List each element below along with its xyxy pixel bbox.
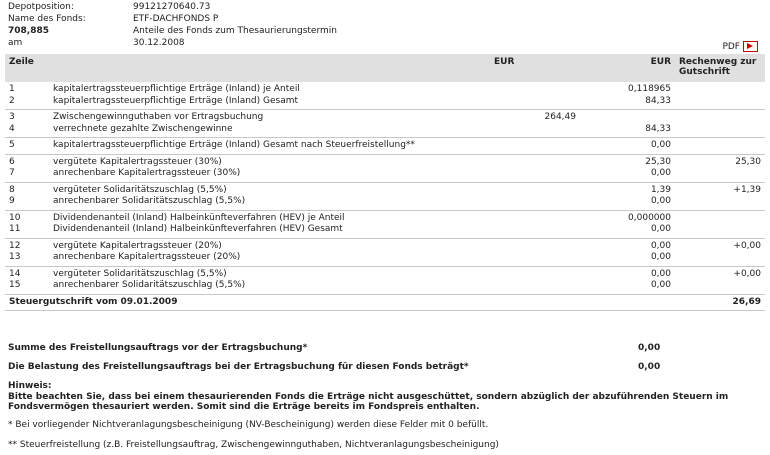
row-number: 7 <box>5 168 49 182</box>
row-label: Dividendenanteil (Inland) Halbeinkünfteverfahren (HEV) Gesamt <box>49 224 490 238</box>
depot-label: Depotposition: <box>8 2 74 12</box>
freistellung-row <box>8 343 661 353</box>
row-number: 14 <box>9 268 21 279</box>
row-label: anrechenbarer Solidaritätszuschlag (5,5%) <box>49 280 490 294</box>
row-label: kapitalertragssteuerpflichtige Erträge (Inland) je Anteil <box>53 84 300 94</box>
freistellung-label: Summe des Freistellungsauftrags vor der Ertragsbuchung* <box>8 343 308 353</box>
row-calc <box>675 280 765 294</box>
row-eur2 <box>580 110 675 124</box>
row-calc <box>675 224 765 238</box>
footnote-one: * Bei vorliegender Nichtveranlagungsbescheinigung (NV-Bescheinigung) werden diese Felder mit 0 befüllt. <box>8 420 489 430</box>
pdf-label: PDF <box>722 41 740 52</box>
row-eur1 <box>490 210 580 224</box>
row-eur2: 84,33 <box>580 124 675 138</box>
row-calc: +0,00 <box>733 240 761 251</box>
row-number: 10 <box>9 212 21 223</box>
row-calc <box>675 252 765 266</box>
belastung-value: 0,00 <box>638 362 661 372</box>
row-calc <box>675 124 765 138</box>
shares-desc: Anteile des Fonds zum Thesaurierungstermin <box>133 26 337 36</box>
tax-table <box>5 54 765 311</box>
row-number: 3 <box>9 112 15 122</box>
col-zeile: Zeile <box>5 54 49 82</box>
row-eur2: 1,39 <box>650 184 671 195</box>
row-label: vergütete Kapitalertragssteuer (30%) <box>53 156 222 167</box>
col-eur1: EUR <box>490 54 580 82</box>
row-eur2: 0,000000 <box>628 212 671 223</box>
row-label: anrechenbare Kapitalertragssteuer (30%) <box>49 168 490 182</box>
row-number: 5 <box>5 138 49 155</box>
depot-value: 99121270640.73 <box>133 2 211 12</box>
row-eur1 <box>490 138 580 155</box>
table-row <box>5 154 765 168</box>
row-calc <box>675 96 765 110</box>
hinweis-title: Hinweis: <box>8 381 52 391</box>
row-label: anrechenbarer Solidaritätszuschlag (5,5%) <box>49 196 490 210</box>
row-eur1 <box>490 224 580 238</box>
table-row <box>5 96 765 110</box>
belastung-label: Die Belastung des Freistellungsauftrags bei der Ertragsbuchung für diesen Fonds beträgt* <box>8 362 469 372</box>
row-number: 2 <box>5 96 49 110</box>
hinweis-text: Bitte beachten Sie, dass bei einem thesaurierenden Fonds die Erträge nicht ausgeschüttet, sondern abzüglich der abzuführenden Steuern im Fondsvermögen thesauriert werden. Somit sind die Erträge bereits im Fondspreis enthalten. <box>8 391 729 412</box>
row-eur1 <box>490 124 580 138</box>
row-calc <box>675 82 765 96</box>
table-row <box>5 168 765 182</box>
col-text <box>49 54 490 82</box>
row-label: Dividendenanteil (Inland) Halbeinkünfteverfahren (HEV) je Anteil <box>53 212 345 223</box>
row-eur1 <box>490 82 580 96</box>
row-calc: 25,30 <box>735 156 761 167</box>
date-label: am <box>8 38 23 48</box>
row-calc <box>675 196 765 210</box>
row-eur1 <box>490 252 580 266</box>
row-label: Zwischengewinnguthaben vor Ertragsbuchung <box>53 112 264 122</box>
table-row <box>5 110 765 124</box>
row-number: 1 <box>9 84 15 94</box>
gutschrift-label: Steuergutschrift vom 09.01.2009 <box>5 294 675 310</box>
row-number: 4 <box>5 124 49 138</box>
row-eur2: 0,00 <box>580 252 675 266</box>
row-eur2: 0,00 <box>580 280 675 294</box>
row-label: vergütete Kapitalertragssteuer (20%) <box>53 240 222 251</box>
row-label: vergüteter Solidaritätszuschlag (5,5%) <box>53 184 227 195</box>
row-number: 6 <box>9 156 15 167</box>
date-value: 30.12.2008 <box>133 38 185 48</box>
table-row <box>5 280 765 294</box>
row-calc: +0,00 <box>733 268 761 279</box>
row-number: 11 <box>5 224 49 238</box>
footnote-two: ** Steuerfreistellung (z.B. Freistellungsauftrag, Zwischengewinnguthaben, Nichtveranlagungsbescheinigung) <box>8 440 499 450</box>
shares-value: 708,885 <box>8 26 49 36</box>
row-eur1 <box>490 266 580 280</box>
row-label: verrechnete gezahlte Zwischengewinne <box>49 124 490 138</box>
fund-value: ETF-DACHFONDS P <box>133 14 219 24</box>
table-row <box>5 138 765 155</box>
row-label: kapitalertragssteuerpflichtige Erträge (Inland) Gesamt nach Steuerfreistellung** <box>49 138 490 155</box>
table-row <box>5 210 765 224</box>
row-eur1 <box>490 280 580 294</box>
table-row <box>5 266 765 280</box>
row-eur1 <box>490 196 580 210</box>
table-row <box>5 238 765 252</box>
col-calc: Rechenweg zur Gutschrift <box>675 54 765 82</box>
gutschrift-value: 26,69 <box>675 294 765 310</box>
row-number: 9 <box>5 196 49 210</box>
row-label: kapitalertragssteuerpflichtige Erträge (Inland) Gesamt <box>49 96 490 110</box>
hinweis-block <box>8 381 758 413</box>
row-calc: +1,39 <box>733 184 761 195</box>
table-header <box>5 54 765 82</box>
row-label: vergüteter Solidaritätszuschlag (5,5%) <box>53 268 227 279</box>
col-eur2: EUR <box>580 54 675 82</box>
row-calc <box>675 110 765 124</box>
row-eur2: 25,30 <box>645 156 671 167</box>
row-eur1: 264,49 <box>544 112 576 122</box>
row-eur2: 0,00 <box>650 268 671 279</box>
row-eur2: 0,00 <box>580 168 675 182</box>
row-calc <box>675 168 765 182</box>
row-eur1 <box>490 182 580 196</box>
table-row <box>5 82 765 96</box>
table-row <box>5 124 765 138</box>
row-eur1 <box>490 168 580 182</box>
row-calc <box>675 138 765 155</box>
row-eur2: 0,00 <box>650 240 671 251</box>
row-eur1 <box>490 154 580 168</box>
pdf-link[interactable] <box>722 41 758 52</box>
gutschrift-row <box>5 294 765 310</box>
table-body <box>5 82 765 310</box>
row-eur2: 0,00 <box>580 138 675 155</box>
row-eur2: 0,00 <box>580 224 675 238</box>
row-eur2: 0,118965 <box>628 84 671 94</box>
row-label: anrechenbare Kapitalertragssteuer (20%) <box>49 252 490 266</box>
row-number: 12 <box>9 240 21 251</box>
pdf-arrow-icon <box>743 41 758 52</box>
table-row <box>5 252 765 266</box>
fund-label: Name des Fonds: <box>8 14 86 24</box>
row-number: 13 <box>5 252 49 266</box>
row-calc <box>675 210 765 224</box>
belastung-row <box>8 362 661 372</box>
row-number: 8 <box>9 184 15 195</box>
table-row <box>5 196 765 210</box>
row-eur2: 84,33 <box>580 96 675 110</box>
row-eur1 <box>490 96 580 110</box>
row-eur1 <box>490 238 580 252</box>
row-eur2: 0,00 <box>580 196 675 210</box>
row-number: 15 <box>5 280 49 294</box>
freistellung-value: 0,00 <box>638 343 661 353</box>
table-row <box>5 182 765 196</box>
table-row <box>5 224 765 238</box>
